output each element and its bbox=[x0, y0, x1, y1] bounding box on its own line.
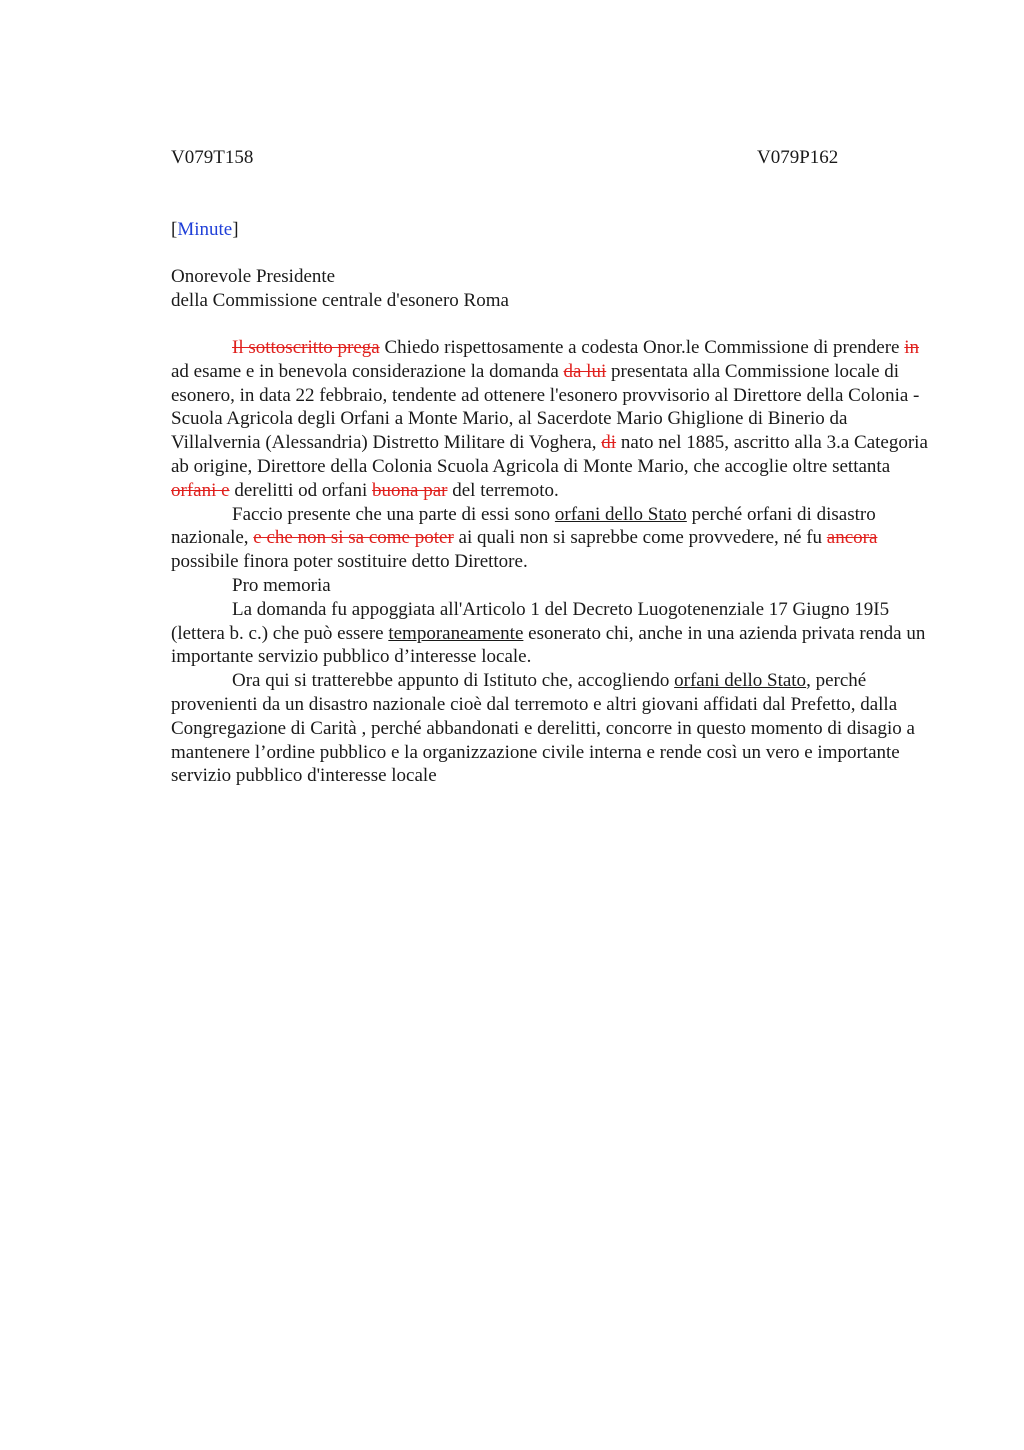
text-run: Chiedo rispettosamente a codesta Onor.le Commissione di prendere bbox=[379, 337, 905, 358]
addressee-block bbox=[171, 265, 509, 313]
deleted-text: di bbox=[601, 432, 617, 454]
deleted-text: buona par bbox=[372, 479, 448, 501]
text-run: Ora qui si tratterebbe appunto di Istituto che, accogliendo bbox=[232, 670, 675, 692]
addressee-line-2: della Commissione centrale d'esonero Roma bbox=[171, 290, 509, 311]
text-run: presentata alla Commissione locale di esonero, in data 22 febbraio, tendente ad ottenere l'esonero provvisorio al Direttore della Colonia - Scuola Agricola degli Orfani a Monte Mario, al Sacerdote Mario Ghiglione di Binerio da Villalvernia (Alessandria) Distretto Militare di Voghera, bbox=[171, 360, 920, 454]
text-run: perché orfani di disastro nazionale, bbox=[171, 503, 876, 549]
deleted-text: Il sottoscritto prega bbox=[232, 337, 380, 358]
addressee-line-1: Onorevole Presidente bbox=[171, 266, 336, 287]
text-run: esonerato chi, anche in una azienda privata renda un importante servizio pubblico d’interesse locale. bbox=[171, 622, 926, 668]
text-run: Pro memoria bbox=[232, 574, 331, 596]
text-run: derelitti od orfani bbox=[229, 479, 373, 501]
deleted-text: ancora bbox=[826, 527, 878, 549]
document-code-left: V079T158 bbox=[171, 147, 254, 168]
minute-label: Minute bbox=[177, 219, 233, 240]
text-run: , perché provenienti da un disastro nazionale cioè dal terremoto e altri giovani affidati dal Prefetto, dalla Congregazione di Carità , perché abbandonati e derelitti, concorre in questo momento di disagio a mantenere l’ordine pubblico e la organizzazione civile interna e rende così un vero e importante servizio pubblico d'interesse locale bbox=[171, 670, 915, 787]
underlined-text: orfani dello Stato bbox=[674, 670, 807, 692]
paragraph bbox=[171, 336, 931, 503]
deleted-text: da lui bbox=[563, 360, 607, 382]
underlined-text: temporaneamente bbox=[388, 622, 524, 644]
text-run: del terremoto. bbox=[447, 479, 559, 501]
text-run: La domanda fu appoggiata all'Articolo 1 del Decreto Luogotenenziale 17 Giugno 19I5 (lettera b. c.) che può essere bbox=[171, 598, 890, 644]
underlined-text: orfani dello Stato bbox=[554, 503, 687, 525]
minute-tag bbox=[171, 218, 239, 242]
letter-body bbox=[171, 336, 931, 788]
paragraph bbox=[171, 574, 931, 598]
paragraph bbox=[171, 503, 931, 574]
text-run: Faccio presente che una parte di essi sono bbox=[232, 503, 555, 525]
text-run: ai quali non si saprebbe come provvedere, né fu bbox=[453, 527, 827, 549]
text-run: possibile finora poter sostituire detto Direttore. bbox=[171, 551, 528, 573]
text-run: nato nel 1885, ascritto alla 3.a Categoria ab origine, Direttore della Colonia Scuola Agricola di Monte Mario, che accoglie oltre settanta bbox=[171, 432, 928, 477]
minute-close-bracket: ] bbox=[232, 219, 239, 240]
paragraph bbox=[171, 669, 931, 788]
deleted-text: e che non si sa come poter bbox=[253, 527, 454, 549]
paragraph bbox=[171, 598, 931, 669]
text-run: ad esame e in benevola considerazione la domanda bbox=[171, 360, 564, 382]
document-code-right: V079P162 bbox=[757, 147, 839, 168]
deleted-text: in bbox=[904, 337, 920, 358]
deleted-text: orfani e bbox=[171, 479, 230, 501]
minute-open-bracket: [ bbox=[171, 219, 178, 240]
